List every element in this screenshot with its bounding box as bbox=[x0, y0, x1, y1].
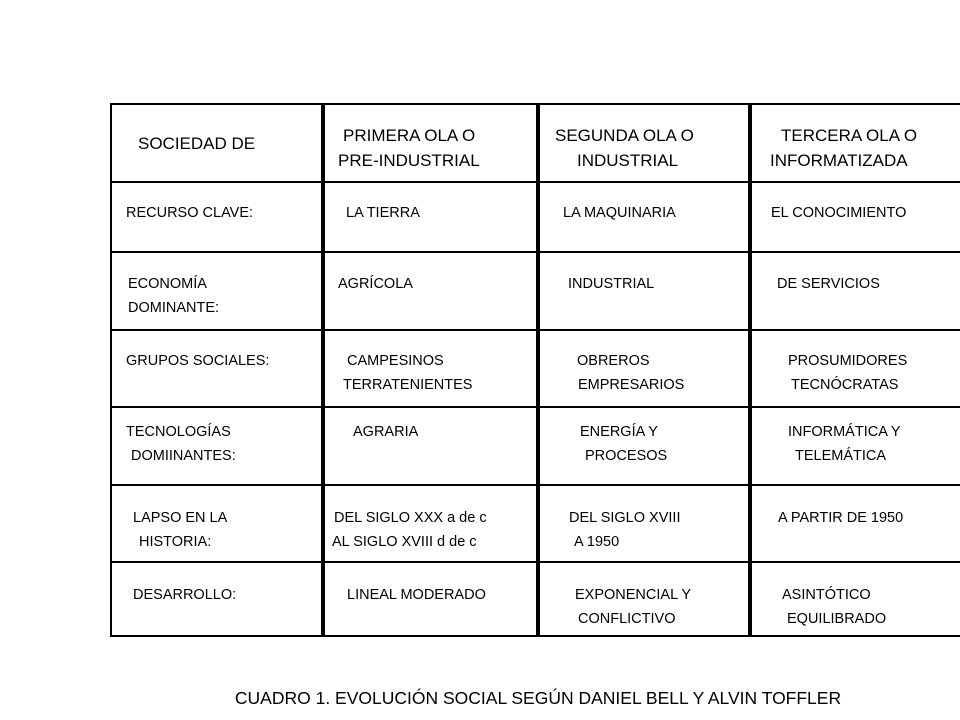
cell-primera-desarrollo: LINEAL MODERADO bbox=[347, 587, 486, 603]
cell-tercera-recurso: EL CONOCIMIENTO bbox=[771, 205, 907, 221]
header-sociedad: SOCIEDAD DE bbox=[138, 134, 256, 153]
header-tercera-line1: TERCERA OLA O bbox=[781, 126, 918, 145]
header-primera-line2: PRE-INDUSTRIAL bbox=[338, 151, 480, 170]
row-divider bbox=[110, 251, 960, 253]
row-divider bbox=[110, 329, 960, 331]
cell-segunda-desarrollo-line2: CONFLICTIVO bbox=[578, 611, 676, 627]
cell-segunda-tecnologias-line2: PROCESOS bbox=[585, 448, 668, 464]
row-label-tecnologias-line2: DOMIINANTES: bbox=[131, 448, 236, 464]
cell-tercera-grupos-line1: PROSUMIDORES bbox=[788, 353, 908, 369]
cell-primera-economia: AGRÍCOLA bbox=[338, 276, 413, 292]
cell-segunda-grupos-line2: EMPRESARIOS bbox=[578, 377, 685, 393]
row-divider bbox=[110, 561, 960, 563]
cell-tercera-lapso: A PARTIR DE 1950 bbox=[778, 510, 904, 526]
cell-tercera-grupos-line2: TECNÓCRATAS bbox=[791, 377, 899, 393]
cell-tercera-tecnologias-line1: INFORMÁTICA Y bbox=[788, 424, 901, 440]
cell-primera-recurso: LA TIERRA bbox=[346, 205, 420, 221]
cell-tercera-desarrollo-line2: EQUILIBRADO bbox=[787, 611, 887, 627]
column-divider bbox=[321, 103, 325, 637]
row-label-lapso-line2: HISTORIA: bbox=[139, 534, 212, 550]
cell-tercera-desarrollo-line1: ASINTÓTICO bbox=[782, 587, 871, 603]
header-segunda-line1: SEGUNDA OLA O bbox=[555, 126, 694, 145]
cell-primera-tecnologias: AGRARIA bbox=[353, 424, 419, 440]
row-label-grupos: GRUPOS SOCIALES: bbox=[126, 353, 270, 369]
row-label-desarrollo: DESARROLLO: bbox=[133, 587, 237, 603]
row-label-economia-line1: ECONOMÍA bbox=[128, 276, 207, 292]
column-divider bbox=[536, 103, 540, 637]
column-divider bbox=[748, 103, 752, 637]
row-divider bbox=[110, 484, 960, 486]
cell-segunda-lapso-line1: DEL SIGLO XVIII bbox=[569, 510, 681, 526]
header-tercera-line2: INFORMATIZADA bbox=[770, 151, 908, 170]
cell-primera-grupos-line1: CAMPESINOS bbox=[347, 353, 444, 369]
cell-primera-lapso-line1: DEL SIGLO XXX a de c bbox=[334, 510, 487, 526]
cell-segunda-grupos-line1: OBREROS bbox=[577, 353, 650, 369]
row-divider bbox=[110, 181, 960, 183]
cell-tercera-economia: DE SERVICIOS bbox=[777, 276, 880, 292]
row-label-economia-line2: DOMINANTE: bbox=[128, 300, 220, 316]
header-primera-line1: PRIMERA OLA O bbox=[343, 126, 476, 145]
header-segunda-line2: INDUSTRIAL bbox=[577, 151, 679, 170]
cell-primera-lapso-line2: AL SIGLO XVIII d de c bbox=[332, 534, 477, 550]
row-divider bbox=[110, 406, 960, 408]
row-label-tecnologias-line1: TECNOLOGÍAS bbox=[126, 424, 231, 440]
cell-segunda-lapso-line2: A 1950 bbox=[574, 534, 620, 550]
cell-segunda-desarrollo-line1: EXPONENCIAL Y bbox=[575, 587, 692, 603]
cell-segunda-tecnologias-line1: ENERGÍA Y bbox=[580, 424, 658, 440]
cell-segunda-recurso: LA MAQUINARIA bbox=[563, 205, 676, 221]
cell-primera-grupos-line2: TERRATENIENTES bbox=[343, 377, 473, 393]
row-label-lapso-line1: LAPSO EN LA bbox=[133, 510, 228, 526]
cell-tercera-tecnologias-line2: TELEMÁTICA bbox=[795, 448, 887, 464]
table-caption: CUADRO 1. EVOLUCIÓN SOCIAL SEGÚN DANIEL BELL Y ALVIN TOFFLER bbox=[234, 688, 842, 708]
cell-segunda-economia: INDUSTRIAL bbox=[568, 276, 655, 292]
row-label-recurso: RECURSO CLAVE: bbox=[126, 205, 254, 221]
